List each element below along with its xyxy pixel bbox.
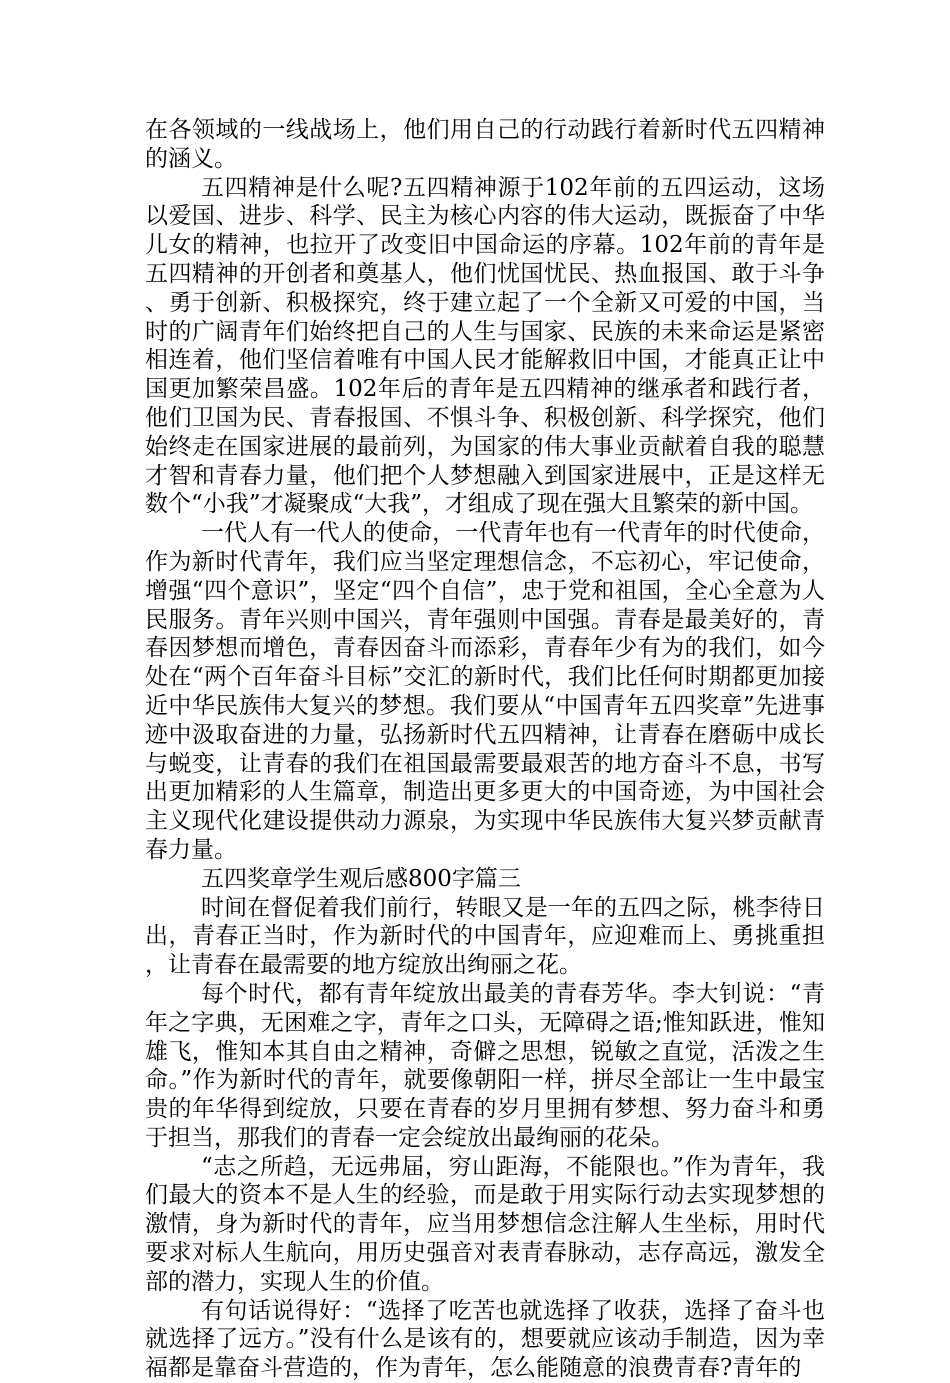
paragraph-ambition-quote: “志之所趋，无远弗届，穷山距海，不能限也。”作为青年，我们最大的资本不是人生的经验，而是敢于用实际行动去实现梦想的激情，身为新时代的青年，应当用梦想信念注解人生坐标，用时代要求对标人生航向，用历史强音对表青春脉动，志存高远，激发全部的潜力，实现人生的价值。	[145, 1153, 825, 1295]
paragraph-may-fourth-spirit: 五四精神是什么呢?五四精神源于102年前的五四运动，这场以爱国、进步、科学、民主为核心内容的伟大运动，既振奋了中华儿女的精神，也拉开了改变旧中国命运的序幕。102年前的青年是五四精神的开创者和奠基人，他们忧国忧民、热血报国、敢于斗争、勇于创新、积极探究，终于建立起了一个全新又可爱的中国，当时的广阔青年们始终把自己的人生与国家、民族的未来命运是紧密相连着，他们坚信着唯有中国人民才能解救旧中国，才能真正让中国更加繁荣昌盛。102年后的青年是五四精神的继承者和践行者，他们卫国为民、青春报国、不惧斗争、积极创新、科学探究，他们始终走在国家进展的最前列，为国家的伟大事业贡献着自我的聪慧才智和青春力量，他们把个人梦想融入到国家进展中，正是这样无数个“小我”才凝聚成“大我”，才组成了现在强大且繁荣的新中国。	[145, 174, 825, 518]
section-heading: 五四奖章学生观后感800字篇三	[201, 865, 521, 892]
document-body	[145, 116, 825, 1383]
paragraph-saying: 有句话说得好：“选择了吃苦也就选择了收获，选择了奋斗也就选择了远方。”没有什么是该有的，想要就应该动手制造，因为幸福都是靠奋斗营造的，作为青年，怎么能随意的浪费青春?青年的	[145, 1297, 825, 1382]
paragraph-time-urges: 时间在督促着我们前行，转眼又是一年的五四之际，桃李待日出，青春正当时，作为新时代的中国青年，应迎难而上、勇挑重担，让青春在最需要的地方绽放出绚丽之花。	[145, 894, 825, 979]
paragraph-generation-mission: 一代人有一代人的使命，一代青年也有一代青年的时代使命，作为新时代青年，我们应当坚定理想信念，不忘初心，牢记使命，增强“四个意识”，坚定“四个自信”，忠于党和祖国，全心全意为人民服务。青年兴则中国兴，青年强则中国强。青春是最美好的，青春因梦想而增色，青春因奋斗而添彩，青春年少有为的我们，如今处在“两个百年奋斗目标”交汇的新时代，我们比任何时期都更加接近中华民族伟大复兴的梦想。我们要从“中国青年五四奖章”先进事迹中汲取奋进的力量，弘扬新时代五四精神，让青春在磨砺中成长与蜕变，让青春的我们在祖国最需要最艰苦的地方奋斗不息，书写出更加精彩的人生篇章，制造出更多更大的中国奇迹，为中国社会主义现代化建设提供动力源泉，为实现中华民族伟大复兴梦贡献青春力量。	[145, 520, 825, 863]
paragraph-every-era: 每个时代，都有青年绽放出最美的青春芳华。李大钊说：“青年之字典，无困难之字，青年之口头，无障碍之语;惟知跃进，惟知雄飞，惟知本其自由之精神，奇僻之思想，锐敏之直觉，活泼之生命。”作为新时代的青年，就要像朝阳一样，拼尽全部让一生中最宝贵的年华得到绽放，只要在青春的岁月里拥有梦想、努力奋斗和勇于担当，那我们的青春一定会绽放出最绚丽的花朵。	[145, 980, 825, 1151]
paragraph-continuation: 在各领域的一线战场上，他们用自己的行动践行着新时代五四精神的涵义。	[145, 117, 825, 172]
